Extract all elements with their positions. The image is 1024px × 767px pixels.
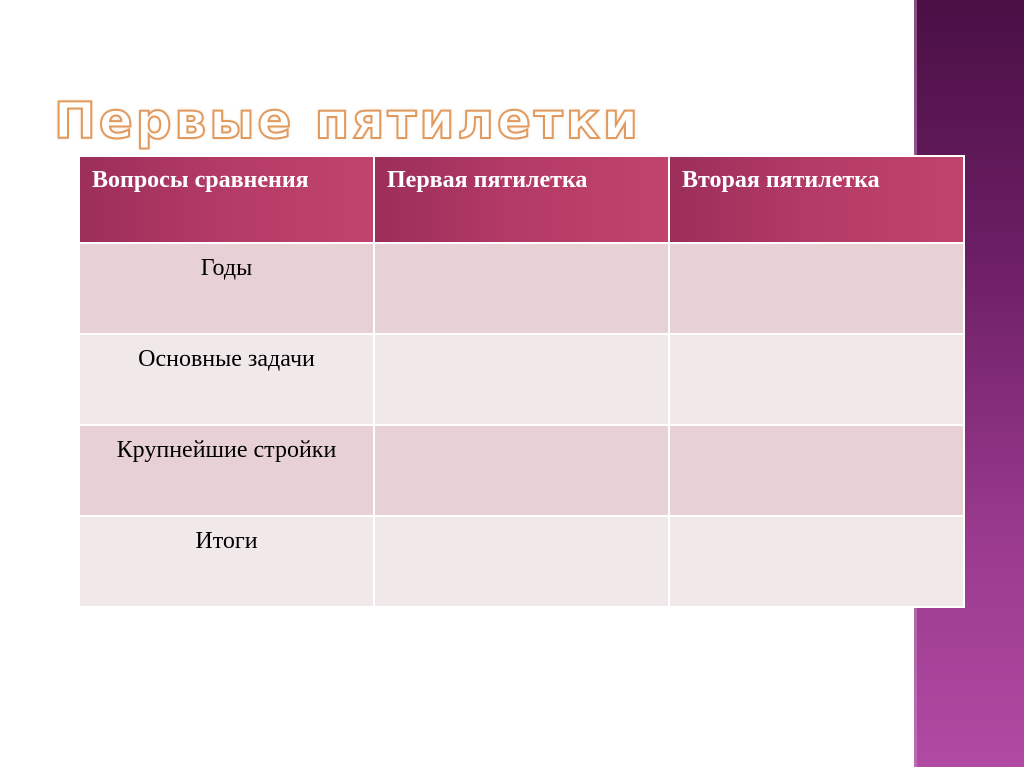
cell-results-first[interactable] [374, 516, 669, 607]
header-questions: Вопросы сравнения [79, 156, 374, 243]
comparison-table [78, 155, 965, 608]
cell-years-second[interactable] [669, 243, 964, 334]
slide-title: Первые пятилетки [54, 92, 641, 150]
row-label-years: Годы [79, 243, 374, 334]
table-row-years [79, 243, 964, 334]
table-header-row [79, 156, 964, 243]
row-label-results: Итоги [79, 516, 374, 607]
table-row-results [79, 516, 964, 607]
cell-results-second[interactable] [669, 516, 964, 607]
cell-tasks-first[interactable] [374, 334, 669, 425]
cell-tasks-second[interactable] [669, 334, 964, 425]
cell-years-first[interactable] [374, 243, 669, 334]
header-first-plan: Первая пятилетка [374, 156, 669, 243]
table-row-tasks [79, 334, 964, 425]
cell-constructions-second[interactable] [669, 425, 964, 516]
row-label-constructions: Крупнейшие стройки [79, 425, 374, 516]
header-second-plan: Вторая пятилетка [669, 156, 964, 243]
row-label-tasks: Основные задачи [79, 334, 374, 425]
table-row-constructions [79, 425, 964, 516]
cell-constructions-first[interactable] [374, 425, 669, 516]
